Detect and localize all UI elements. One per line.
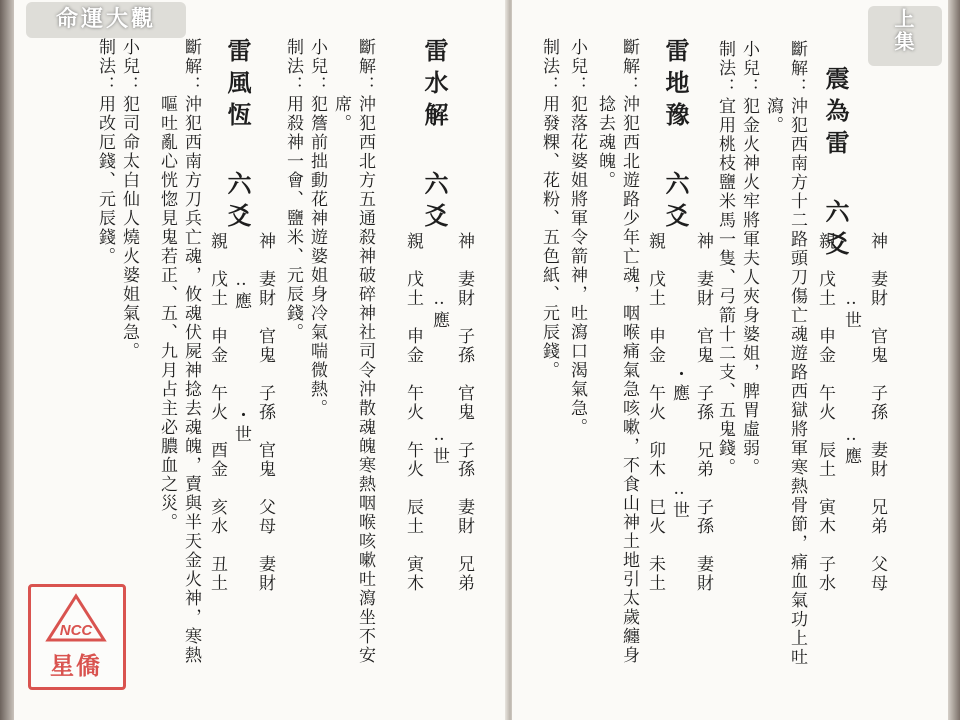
hexagram-title: 震為雷 六爻 (821, 66, 850, 263)
shi-ying-row: ・應 ‥世 (669, 232, 689, 520)
duanjie-text: 斷解：沖犯西南方十二路頭刀傷亡魂遊路西獄將軍寒熱骨節，痛血氣功上吐 (787, 40, 807, 667)
hexagram-title: 雷水解 六爻 (420, 38, 449, 235)
volume-label: 上集 (891, 8, 915, 54)
volume-banner (868, 6, 942, 66)
shi-ying-row: ‥世 ‥應 (841, 232, 861, 523)
xiaoer-text: 小兒：犯金火神火牢將軍夫人夾身婆姐，脾胃虛弱。 (739, 40, 759, 477)
duanjie-continued: 捻去魂魄。 (595, 38, 615, 190)
duanjie-text: 斷解：沖犯西南方刀兵亡魂，攸魂伏屍神捻去魂魄，賣與半天金火神，寒熱 (181, 38, 201, 665)
duanjie-text: 斷解：沖犯西北方五通殺神破碎神社司令沖散魂魄寒熱咽喉咳嗽吐瀉坐不安 (355, 38, 375, 665)
book-edge-left (0, 0, 14, 720)
xiaoer-text: 小兒：犯簷前拙動花神遊婆姐身冷氣喘微熱。 (307, 38, 327, 418)
duanjie-continued: 瀉。 (763, 40, 783, 135)
dizhi-row: 親 戊土 申金 午火 酉金 亥水 丑土 (207, 232, 227, 593)
dizhi-row: 親 戊土 申金 午火 卯木 巳火 未土 (645, 232, 665, 593)
xiaoer-text: 小兒：犯司命太白仙人燒火婆姐氣急。 (119, 38, 139, 361)
dizhi-row: 親 戊土 申金 午火 辰土 寅木 子水 (815, 232, 835, 593)
hexagram-title: 雷風恆 六爻 (223, 38, 252, 235)
liuqin-row: 神 妻財 官鬼 子孫 妻財 兄弟 父母 (867, 232, 887, 593)
liuqin-row: 神 妻財 官鬼 子孫 官鬼 父母 妻財 (255, 232, 275, 593)
duanjie-continued: 嘔吐亂心恍惚見鬼若正、五、九月占主必膿血之災。 (157, 38, 177, 532)
book-title: 命運大觀 (55, 6, 156, 32)
zhifa-text: 制法：用改厄錢、元辰錢。 (95, 38, 115, 266)
hexagram-title: 雷地豫 六爻 (661, 38, 690, 235)
ncc-logo-stamp (28, 584, 124, 688)
zhifa-text: 制法：用殺神一會、鹽米、元辰錢。 (283, 38, 303, 342)
triangle-logo-icon (28, 588, 124, 648)
zhifa-text: 制法：宜用桃枝鹽米馬一隻、弓箭十二支、五鬼錢。 (715, 40, 735, 477)
book-title-banner (26, 2, 186, 38)
xiaoer-text: 小兒：犯落花婆姐將軍令箭神，吐瀉口渴氣急。 (567, 38, 587, 437)
shi-ying-row: ‥應 ‥世 (429, 232, 449, 542)
dizhi-row: 親 戊土 申金 午火 午火 辰土 寅木 (403, 232, 423, 593)
zhifa-text: 制法：用發粿、花粉、五色紙、元辰錢。 (539, 38, 559, 380)
stamp-name-text: 星僑 (50, 651, 102, 680)
duanjie-text: 斷解：沖犯西北遊路少年亡魂，咽喉痛氣急咳嗽，不食山神土地引太歲纏身 (619, 38, 639, 665)
shi-ying-row: ‥應 ・世 (231, 232, 251, 520)
liuqin-row: 神 妻財 官鬼 子孫 兄弟 子孫 妻財 (693, 232, 713, 593)
right-page (512, 0, 948, 720)
book-edge-right (948, 0, 960, 720)
duanjie-continued: 席。 (331, 38, 351, 133)
stamp-ncc-text: NCC (59, 622, 93, 639)
liuqin-row: 神 妻財 子孫 官鬼 子孫 妻財 兄弟 (454, 232, 474, 593)
